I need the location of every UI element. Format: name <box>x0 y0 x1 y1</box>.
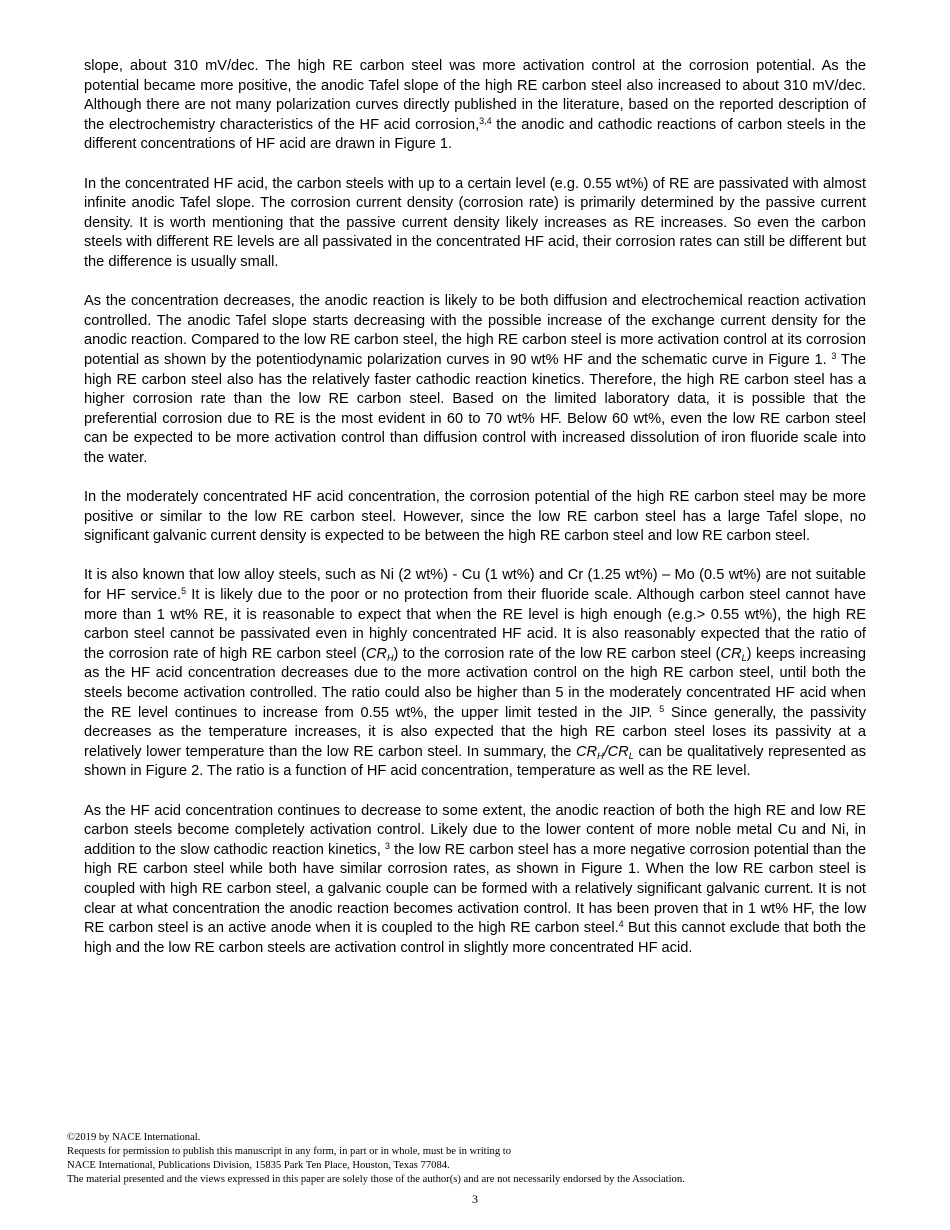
italic-symbol: CR <box>575 743 598 760</box>
citation-superscript: 5 <box>181 586 187 597</box>
paragraph-6: As the HF acid concentration continues to decrease to some extent, the anodic reaction of both the high RE and low RE carbon steels become completely activation control. Likely due to the lower content of more noble metal Cu and Ni, in addition to the slow cathodic reaction kinetics, $^3$ the low RE carbon steel has a more negative corrosion potential than the high RE carbon steel while both have similar corrosion rates, as shown in Figure 1. When the low RE carbon steel is coupled with high RE carbon steel, a galvanic couple can be formed with a relatively significant galvanic current. It is not clear at what concentration the anodic reaction becomes activation control. It has been proven that in 1 wt% HF, the low RE carbon steel is an active anode when it is coupled to the high RE carbon steel.$^4$ But this cannot exclude that both the high and the low RE carbon steels are activation control in slightly more concentrated HF acid. <box>84 802 866 956</box>
subscript-symbol: L <box>628 750 634 761</box>
paragraph-4: In the moderately concentrated HF acid concentration, the corrosion potential of the high RE carbon steel may be more positive or similar to the low RE carbon steel. However, since the low RE carbon steel has a large Tafel slope, no significant galvanic current density is expected to be between the high RE carbon steel and low RE carbon steel. <box>84 489 866 545</box>
subscript-symbol: L <box>741 652 747 663</box>
publisher-address: NACE International, Publications Division, 15835 Park Ten Place, Houston, Texas 77084. <box>67 1160 450 1171</box>
paragraph-1: slope, about 310 mV/dec. The high RE carbon steel was more activation control at the corrosion potential. As the potential became more positive, the anodic Tafel slope of the high RE carbon steel also increased to about 310 mV/dec. Although there are not many polarization curves directly published in the literature, based on the reported description of the electrochemistry characteristics of the HF acid corrosion,$^{3,4}$ the anodic and cathodic reactions of carbon steels in the different concentrations of HF acid are drawn in Figure 1. <box>84 58 866 153</box>
paragraph-2: In the concentrated HF acid, the carbon steels with up to a certain level (e.g. 0.55 wt%) of RE are passivated with almost infinite anodic Tafel slope. The corrosion current density (corrosion rate) is primarily determined by the passive current density. It is worth mentioning that the passive current density likely increases as RE increases. So even the carbon steels with different RE levels are all passivated in the concentrated HF acid, their corrosion rates can still be different but the difference is usually small. <box>84 175 866 270</box>
page-footer <box>67 1131 867 1187</box>
article-body <box>84 57 866 958</box>
citation-superscript: 3,4 <box>479 115 492 126</box>
italic-symbol: CR <box>607 743 629 760</box>
subscript-symbol: H <box>386 652 394 663</box>
citation-superscript: 4 <box>618 919 624 930</box>
italic-symbol: CR <box>720 645 742 662</box>
citation-superscript: 3 <box>384 840 390 851</box>
citation-superscript: 3 <box>831 350 837 361</box>
italic-symbol: / <box>603 743 608 760</box>
paragraph-5: It is also known that low alloy steels, such as Ni (2 wt%) - Cu (1 wt%) and Cr (1.25 wt%) – Mo (0.5 wt%) are not suitable for HF service.$^5$ It is likely due to the poor or no protection from their fluoride scale. Although carbon steel cannot have more than 1 wt% RE, it is reasonable to expect that when the RE level is high enough (e.g.> 0.55 wt%), the high RE carbon steel cannot be passivated even in highly concentrated HF acid. It is also reasonably expected that the ratio of the corrosion rate of high RE carbon steel $(CR_H)$ to the corrosion rate of the low RE carbon steel $(CR_L)$ keeps increasing as the HF acid concentration decreases due to the more activation control on the high RE carbon steel, until both the steels become activation controlled. The ratio could also be higher than 5 in the moderately concentrated HF acid when the RE level continues to increase from 0.55 wt%, the upper limit tested in the JIP. $^5$ Since generally, the passivity decreases as the temperature increases, it is also expected that the high RE carbon steel loses its passivity at a relatively lower temperature than the low RE carbon steel. In summary, the $CR_H/CR_L$ can be qualitatively represented as shown in Figure 2. The ratio is a function of HF acid concentration, temperature as well as the RE level. <box>84 567 866 780</box>
paragraph-3: As the concentration decreases, the anodic reaction is likely to be both diffusion and electrochemical reaction activation controlled. The anodic Tafel slope starts decreasing with the possible increase of the exchange current density for the anodic reaction. Compared to the low RE carbon steel, the high RE carbon steel is more activation control at its corrosion potential as shown by the potentiodynamic polarization curves in 90 wt% HF and the schematic curve in Figure 1. $^3$ The high RE carbon steel also has the relatively faster cathodic reaction kinetics. Therefore, the high RE carbon steel has a higher corrosion rate than the low RE carbon steel. Based on the limited laboratory data, it is possible that the preferential corrosion due to RE is the most evident in 60 to 70 wt% HF. Below 60 wt%, even the low RE carbon steel can be expected to be more activation control than diffusion control with increased dissolution of iron fluoride scale into the water. <box>84 293 866 466</box>
disclaimer-notice: The material presented and the views expressed in this paper are solely those of the author(s) and are not necessarily endorsed by the Association. <box>67 1174 685 1185</box>
permission-notice: Requests for permission to publish this manuscript in any form, in part or in whole, must be in writing to <box>67 1146 512 1157</box>
page-number: 3 <box>472 1192 478 1206</box>
copyright-notice: ©2019 by NACE International. <box>67 1132 201 1143</box>
citation-superscript: 5 <box>659 703 665 714</box>
subscript-symbol: H <box>597 750 604 761</box>
italic-symbol: CR <box>365 645 387 662</box>
